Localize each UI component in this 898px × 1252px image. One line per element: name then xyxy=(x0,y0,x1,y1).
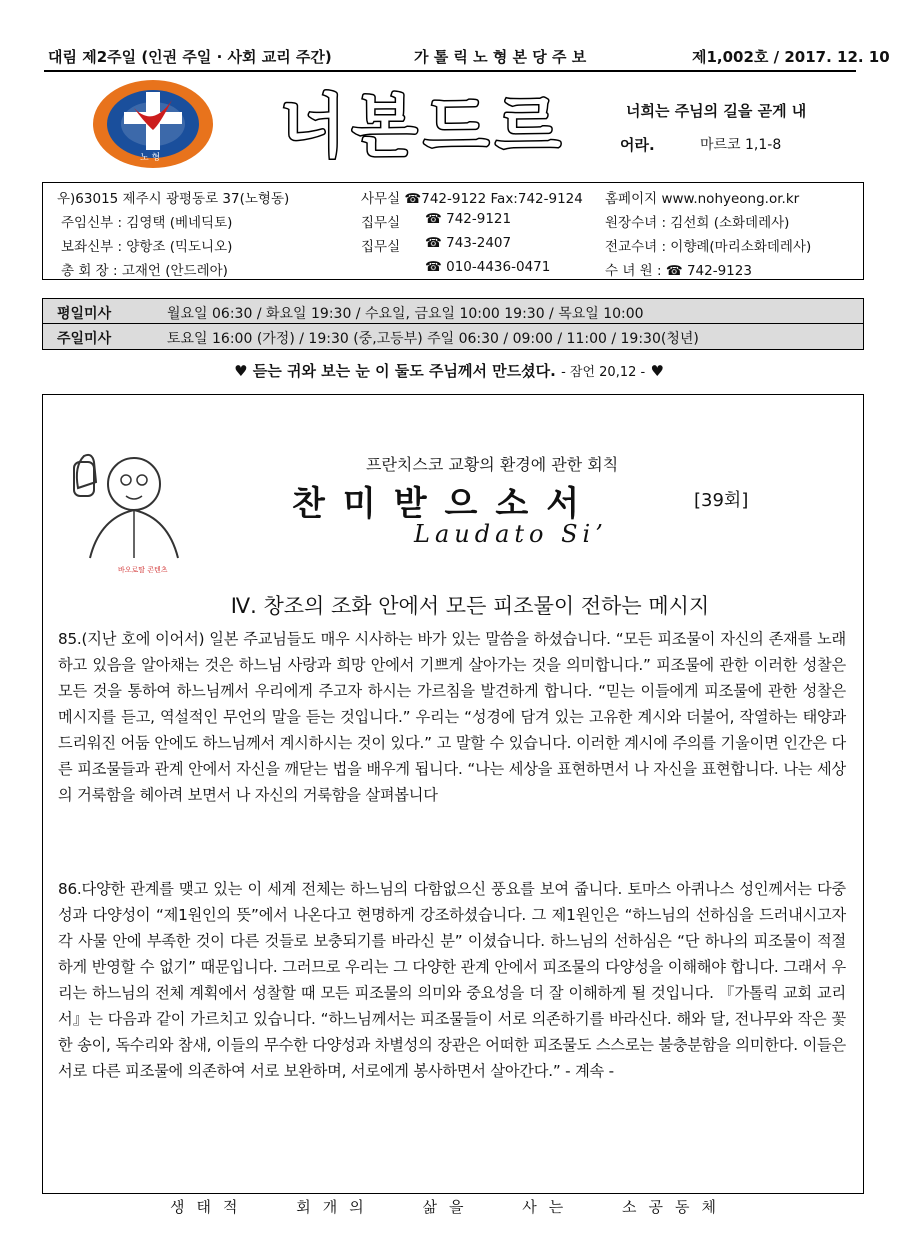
president-phone: ☎ 010-4436-0471 xyxy=(425,259,551,275)
mission-sister: 전교수녀 : 이향례(마리소화데레사) xyxy=(605,239,812,255)
episode-number: [39회] xyxy=(694,490,749,511)
section-title: Ⅳ. 창조의 조화 안에서 모든 피조물이 전하는 메시지 xyxy=(230,594,710,618)
pastor-phone: ☎ 742-9121 xyxy=(425,211,512,227)
office-contact: 사무실 ☎742-9122 Fax:742-9124 xyxy=(361,191,583,207)
paragraph-85: 85.(지난 호에 이어서) 일본 주교님들도 매우 시사하는 바가 있는 말씀을 하셨습니다. “모든 피조물이 자신의 존재를 노래하고 있음을 알아채는 것은 하느님 사랑과 희망 안에서 기쁘게 살아가는 것을 의미합니다.” 피조물에 관한 이러한 성찰은 모든 것을 통하여 하느님께서 우리에게 주고자 하시는 가르침을 발견하게 합니다. “믿는 이들에게 피조물에 관한 성찰은 메시지를 듣고, 역설적인 무언의 말을 듣는 것입니다.” 우리는 “성경에 담겨 있는 고유한 계시와 더불어, 작열하는 태양과 드리워진 어둠 안에도 하느님께서 계시하시는 것이 있다.” 고 말할 수 있습니다. 이러한 계시에 주의를 기울이면 인간은 다른 피조물들과 관계 안에서 자신을 깨닫는 법을 배우게 됩니다. “나는 세상을 표현하면서 나 자신을 표현합니다. 나는 세상의 거룩함을 헤아려 보면서 나 자신의 거룩함을 살펴봅니다 xyxy=(58,630,846,804)
gospel-verse-line1: 너희는 주님의 길을 곧게 내 xyxy=(626,102,807,120)
pope-illustration xyxy=(60,428,188,578)
pastor-office-label: 집무실 xyxy=(361,215,401,231)
homepage-link[interactable]: 홈페이지 www.nohyeong.or.kr xyxy=(605,191,800,207)
convent-phone: 수 녀 원 : ☎ 742-9123 xyxy=(605,263,752,279)
assistant-phone: ☎ 743-2407 xyxy=(425,235,512,251)
issue-number-date: 제1,002호 / 2017. 12. 10 xyxy=(692,48,890,66)
header-bar xyxy=(44,40,890,72)
mass-schedule xyxy=(42,298,864,350)
footer-motto: 생태적 회개의 삶을 사는 소공동체 xyxy=(170,1198,728,1216)
assistant-office-label: 집무실 xyxy=(361,239,401,255)
encyclical-title: 찬미받으소서 xyxy=(292,484,598,524)
pastor: 주임신부 : 김영택 (베네딕토) xyxy=(61,215,233,231)
weekday-mass-label: 평일미사 xyxy=(57,306,112,322)
paragraph-86: 86.다양한 관계를 맺고 있는 이 세계 전체는 하느님의 다함없으신 풍요를 보여 줍니다. 토마스 아퀴나스 성인께서는 다중성과 다양성이 “제1원인의 뜻”에서 나온다고 현명하게 강조하셨습니다. 그 제1원인은 “하느님의 선하심을 드러내시고자 각 사물 안에 부족한 것이 다른 것들로 보충되기를 바라신 분” 이셨습니다. 하느님의 선하심은 “단 하나의 피조물이 적절하게 반영할 수 없기” 때문입니다. 그러므로 우리는 그 다양한 관계 안에서 피조물의 다양성을 이해해야 합니다. 그래서 우리는 하느님의 전체 계획에서 성찰할 때 모든 피조물의 의미와 중요성을 더 잘 이해하게 될 것입니다. 『가톨릭 교회 교리서』는 다음과 같이 가르치고 있습니다. “하느님께서는 피조물들이 서로 의존하기를 바라신다. 해와 달, 전나무와 작은 꽃 한 송이, 독수리와 참새, 이들의 무수한 다양성과 차별성의 장관은 어떠한 피조물도 스스로는 불충분함을 의미한다. 이들은 서로 다른 피조물에 의존하여 서로 보완하며, 서로에게 봉사하면서 살아간다.” - 계속 - xyxy=(58,880,846,1080)
parish-address: 우)63015 제주시 광평동로 37(노형동) xyxy=(57,191,290,207)
sunday-mass-times: 토요일 16:00 (가정) / 19:30 (중,고등부) 주일 06:30 / 09:00 / 11:00 / 19:30(청년) xyxy=(167,331,699,347)
issue-week: 대림 제2주일 (인권 주일 · 사회 교리 주간) xyxy=(48,48,332,66)
sunday-mass-label: 주일미사 xyxy=(57,331,112,347)
proverb-text: ♥ 듣는 귀와 보는 눈 이 둘도 주님께서 만드셨다. xyxy=(234,362,556,380)
parish-logo xyxy=(90,78,216,170)
illustration-credit: 바오로딸 콘텐츠 xyxy=(118,566,168,574)
mass-divider xyxy=(43,323,863,324)
bulletin-name: 가 톨 릭 노 형 본 당 주 보 xyxy=(414,48,587,66)
parish-info-box xyxy=(42,182,864,280)
proverb-reference: - 잠언 20,12 - xyxy=(561,365,646,380)
weekday-mass-times: 월요일 06:30 / 화요일 19:30 / 수요일, 금요일 10:00 19:30 / 목요일 10:00 xyxy=(167,306,644,322)
latin-title: Laudato Si’ xyxy=(414,520,608,548)
gospel-verse-line2: 어라. xyxy=(620,136,655,154)
encyclical-subtitle: 프란치스코 교황의 환경에 관한 회칙 xyxy=(366,455,619,474)
superior-sister: 원장수녀 : 김선희 (소화데레사) xyxy=(605,215,790,231)
council-president: 총 회 장 : 고재언 (안드레아) xyxy=(61,263,228,279)
gospel-reference: 마르코 1,1-8 xyxy=(700,137,782,153)
masthead-title: 너본드르 xyxy=(280,88,567,167)
heart-icon: ♥ xyxy=(650,362,664,380)
assistant-priest: 보좌신부 : 양항조 (믹도니오) xyxy=(61,239,233,255)
proverb-line xyxy=(0,360,898,381)
logo-text: 노 형 xyxy=(140,153,161,163)
